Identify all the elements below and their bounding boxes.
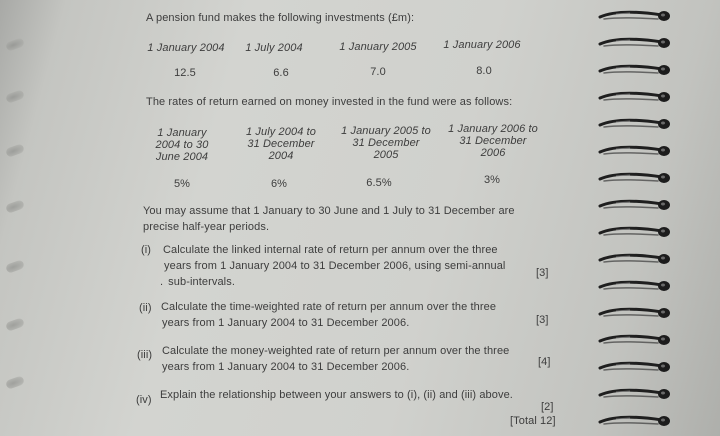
question-line: Calculate the money-weighted rate of return per annum over the three xyxy=(162,345,510,357)
question-marks: [3] xyxy=(536,267,549,279)
spiral-coil-icon xyxy=(596,332,674,346)
binder-hole xyxy=(5,375,25,390)
investment-date: 1 January 2005 xyxy=(339,41,417,53)
spiral-coil-icon xyxy=(596,143,674,157)
investment-date: 1 January 2006 xyxy=(443,39,521,51)
question-number: (iii) xyxy=(137,349,153,361)
assumption-line: You may assume that 1 January to 30 June and 1 July to 31 December are xyxy=(143,205,515,217)
question-marks: [4] xyxy=(538,356,551,368)
spiral-coil-icon xyxy=(596,197,674,211)
spiral-coil-icon xyxy=(596,278,674,292)
binder-hole xyxy=(5,317,25,332)
question-marks: [3] xyxy=(536,314,549,326)
question-number: (iv) xyxy=(136,394,152,406)
binder-hole xyxy=(5,89,25,104)
spiral-coil-icon xyxy=(596,386,674,400)
spiral-coil-icon xyxy=(596,170,674,184)
question-line: . sub-intervals. xyxy=(160,276,235,288)
investment-amount: 7.0 xyxy=(370,66,386,78)
rate-value: 5% xyxy=(173,178,191,190)
question-line: years from 1 January 2004 to 31 December 2006. xyxy=(162,317,410,329)
question-marks: [2] xyxy=(541,401,554,413)
investment-amount: 12.5 xyxy=(174,67,196,79)
spiral-coil-icon xyxy=(596,116,674,130)
binder-hole xyxy=(5,143,25,158)
question-line: Calculate the time-weighted rate of return per annum over the three xyxy=(161,301,497,313)
question-number: (i) xyxy=(141,244,152,256)
binder-hole xyxy=(5,37,25,52)
investment-date: 1 July 2004 xyxy=(245,42,303,54)
assumption-line: precise half-year periods. xyxy=(143,221,270,233)
spiral-coil-icon xyxy=(596,8,674,22)
spiral-coil-icon xyxy=(596,359,674,373)
rate-value: 6.5% xyxy=(366,177,392,189)
question-line: Calculate the linked internal rate of return per annum over the three xyxy=(163,244,498,256)
spiral-coil-icon xyxy=(596,89,674,103)
rate-period: 1 July 2004 to 31 December 2004 xyxy=(246,126,316,162)
intro-text: A pension fund makes the following investments (£m): xyxy=(146,12,415,24)
rate-period: 1 January 2004 to 30 June 2004 xyxy=(155,127,209,163)
question-line: years from 1 January 2004 to 31 December 2006. xyxy=(162,361,410,373)
spiral-coil-icon xyxy=(596,413,674,427)
binder-hole xyxy=(5,259,25,274)
rate-value: 3% xyxy=(483,174,501,186)
question-number: (ii) xyxy=(139,302,152,314)
rate-period: 1 January 2006 to 31 December 2006 xyxy=(448,123,538,159)
rate-period: 1 January 2005 to 31 December 2005 xyxy=(341,125,431,161)
spiral-coil-icon xyxy=(596,305,674,319)
rate-value: 6% xyxy=(270,178,288,190)
binder-hole xyxy=(5,199,25,214)
question-line: years from 1 January 2004 to 31 December 2006, using semi-annual xyxy=(164,260,506,272)
investment-amount: 6.6 xyxy=(273,67,289,79)
question-line: Explain the relationship between your answers to (i), (ii) and (iii) above. xyxy=(160,389,513,401)
investment-amount: 8.0 xyxy=(476,65,492,77)
investment-date: 1 January 2004 xyxy=(147,42,225,54)
total-marks: [Total 12] xyxy=(510,415,556,427)
spiral-coil-icon xyxy=(596,35,674,49)
spiral-coil-icon xyxy=(596,251,674,265)
rates-intro-text: The rates of return earned on money invested in the fund were as follows: xyxy=(146,96,513,108)
spiral-coil-icon xyxy=(596,62,674,76)
spiral-coil-icon xyxy=(596,224,674,238)
